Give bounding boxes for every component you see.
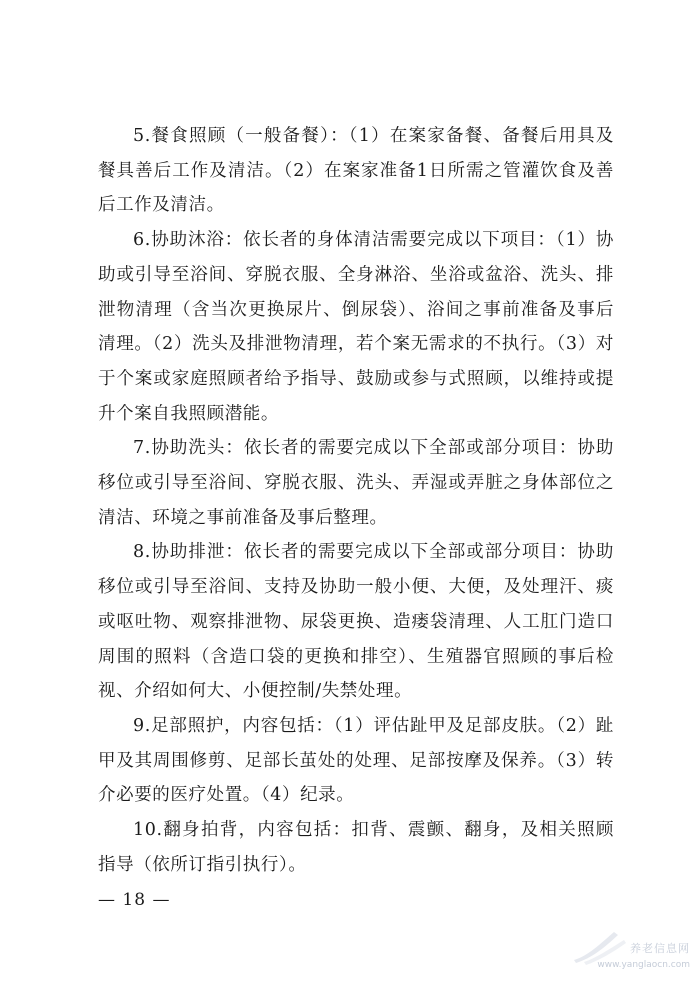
paragraph-toileting-assist: 8.协助排泄：依长者的需要完成以下全部或部分项目：协助移位或引导至浴间、支持及协助一般小便、大便，及处理汗、痰或呕吐物、观察排泄物、尿袋更换、造瘘袋清理、人工肛门造口周围的照料（含造口袋的更换和排空）、生殖器官照顾的事后检视、介绍如何大、小便控制/失禁处理。 (98, 542, 614, 702)
paragraph-foot-care: 9.足部照护，内容包括：（1）评估趾甲及足部皮肤。（2）趾甲及其周围修剪、足部长茧处的处理、足部按摩及保养。（3）转介必要的医疗处置。（4）纪录。 (98, 715, 614, 806)
paragraph-meal-care: 5.餐食照顾（一般备餐）：（1）在案家备餐、备餐后用具及餐具善后工作及清洁。（2）在案家准备1日所需之管灌饮食及善后工作及清洁。 (98, 126, 614, 216)
paragraph-turning-patting: 10.翻身拍背，内容包括：扣背、震颤、翻身，及相关照顾指导（依所订指引执行）。 (98, 820, 614, 875)
watermark (570, 926, 690, 986)
document-body (98, 119, 614, 882)
paragraph-bathing-assist: 6.协助沐浴：依长者的身体清洁需要完成以下项目：（1）协助或引导至浴间、穿脱衣服、全身淋浴、坐浴或盆浴、洗头、排泄物清理（含当次更换尿片、倒尿袋）、浴间之事前准备及事后清理。（2）洗头及排泄物清理，若个案无需求的不执行。（3）对于个案或家庭照顾者给予指导、鼓励或参与式照顾，以维持或提升个案自我照顾潜能。 (98, 230, 614, 424)
paragraph-hair-wash-assist: 7.协助洗头：依长者的需要完成以下全部或部分项目：协助移位或引导至浴间、穿脱衣服、洗头、弄湿或弄脏之身体部位之清洁、环境之事前准备及事后整理。 (98, 438, 614, 528)
page-number: — 18 — (98, 890, 171, 910)
watermark-text: 养老信息网 (630, 942, 690, 955)
watermark-url: www.yanglaocn.com (597, 960, 690, 970)
